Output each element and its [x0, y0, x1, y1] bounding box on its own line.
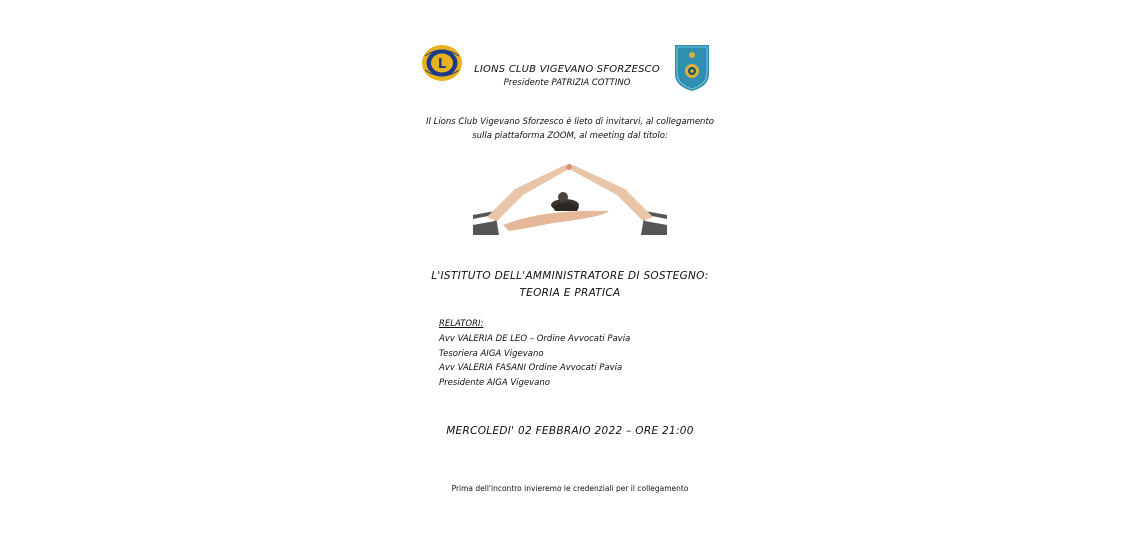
- speaker-line: Tesoriera AIGA Vigevano: [439, 349, 544, 359]
- club-name: LIONS CLUB VIGEVANO SFORZESCO: [474, 64, 660, 75]
- meeting-date-time: MERCOLEDI' 02 FEBBRAIO 2022 – ORE 21:00: [446, 425, 694, 437]
- footer-note: Prima dell'incontro invieremo le credenziali per il collegamento: [451, 484, 689, 493]
- meeting-title-line-2: TEORIA E PRATICA: [519, 287, 621, 299]
- intro-line-1: Il Lions Club Vigevano Sforzesco è lieto di invitarvi, al collegamento: [426, 117, 714, 127]
- speaker-line: Presidente AIGA Vigevano: [439, 378, 550, 388]
- speaker-line: Avv VALERIA DE LEO – Ordine Avvocati Pavia: [439, 334, 631, 344]
- intro-line-2: sulla piattaforma ZOOM, al meeting dal titolo:: [472, 131, 668, 141]
- svg-text:L: L: [437, 57, 447, 72]
- club-president: Presidente PATRIZIA COTTINO: [503, 78, 631, 88]
- lions-club-logo: [421, 44, 463, 82]
- hands-roof-illustration: [473, 163, 667, 235]
- meeting-title-line-1: L'ISTITUTO DELL'AMMINISTRATORE DI SOSTEGNO:: [431, 270, 709, 282]
- speaker-line: Avv VALERIA FASANI Ordine Avvocati Pavia: [439, 363, 623, 373]
- speakers-heading: RELATORI:: [439, 319, 484, 329]
